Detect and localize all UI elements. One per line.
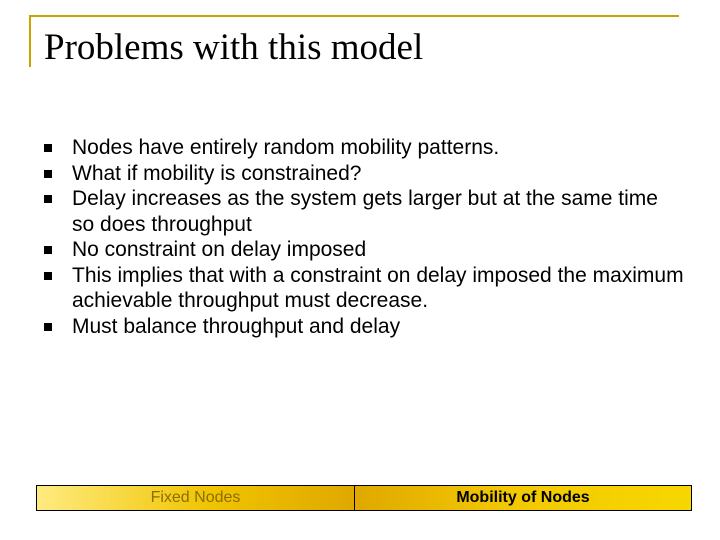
mobility-of-nodes-segment: [355, 486, 691, 510]
bullet-item: [44, 263, 684, 314]
fixed-nodes-label: Fixed Nodes: [150, 489, 241, 506]
bullet-text: What if mobility is constrained?: [72, 161, 362, 185]
square-bullet-icon: [44, 170, 52, 178]
title-frame-left-rule: [29, 15, 31, 67]
bullet-item: [44, 135, 684, 161]
mobility-of-nodes-label: Mobility of Nodes: [456, 489, 590, 506]
bullet-list: [44, 135, 684, 339]
bullet-text: This implies that with a constraint on delay imposed the maximum achievable throughput must decrease.: [72, 263, 684, 312]
bullet-item: [44, 314, 684, 340]
mobility-spectrum-bar: [36, 485, 692, 511]
bullet-item: [44, 237, 684, 263]
bullet-item: [44, 186, 684, 237]
bullet-item: [44, 161, 684, 187]
square-bullet-icon: [44, 246, 52, 254]
square-bullet-icon: [44, 272, 52, 280]
square-bullet-icon: [44, 144, 52, 152]
slide-title: Problems with this model: [44, 27, 424, 68]
title-frame-top-rule: [29, 15, 679, 17]
square-bullet-icon: [44, 195, 52, 203]
bullet-text: Must balance throughput and delay: [72, 314, 401, 338]
fixed-nodes-segment: [37, 486, 355, 510]
bullet-text: Nodes have entirely random mobility patterns.: [72, 136, 500, 159]
bullet-text: Delay increases as the system gets larger but at the same time so does throughput: [72, 187, 658, 236]
square-bullet-icon: [44, 323, 52, 331]
bullet-text: No constraint on delay imposed: [72, 238, 367, 261]
